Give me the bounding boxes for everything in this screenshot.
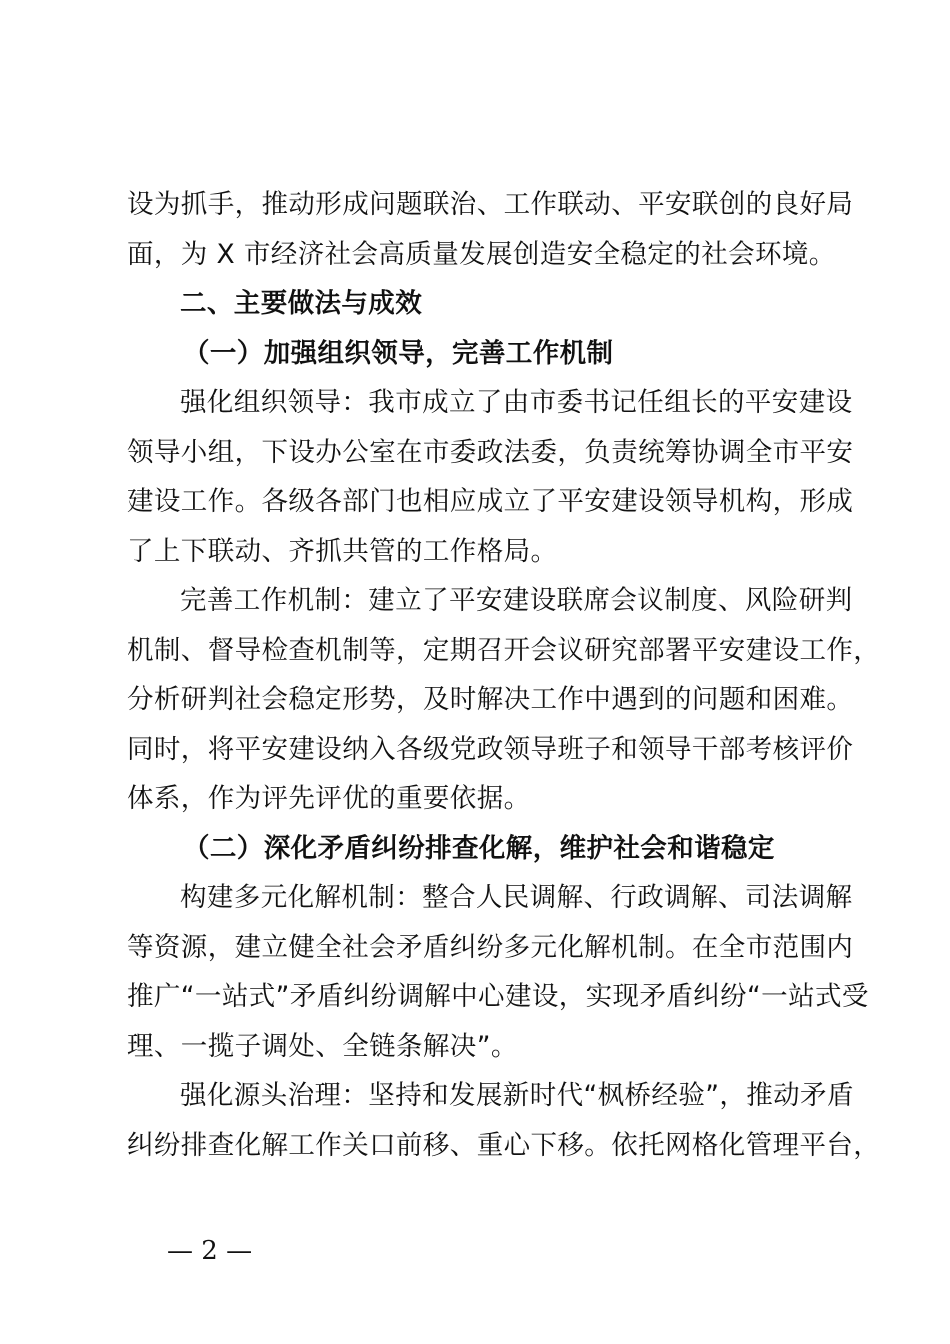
paragraph-line: 强化源头治理：坚持和发展新时代“枫桥经验”，推动矛盾 [180, 1080, 854, 1111]
document-body [127, 180, 881, 1170]
subsection-heading: （二）深化矛盾纠纷排查化解，维护社会和谐稳定 [183, 832, 775, 864]
paragraph-line: 理、一揽子调处、全链条解决”。 [127, 1030, 518, 1062]
paragraph-line: 体系，作为评先评优的重要依据。 [127, 783, 531, 814]
page-number: — 2 — [167, 1236, 253, 1266]
paragraph-line: 领导小组，下设办公室在市委政法委，负责统筹协调全市平安 [127, 436, 854, 468]
paragraph-line: 面，为 X 市经济社会高质量发展创造安全稳定的社会环境。 [127, 238, 836, 270]
subsection-heading: （一）加强组织领导，完善工作机制 [183, 337, 614, 369]
section-heading: 二、主要做法与成效 [180, 288, 423, 319]
paragraph-line: 同时，将平安建设纳入各级党政领导班子和领导干部考核评价 [127, 733, 854, 765]
paragraph-line: 机制、督导检查机制等，定期召开会议研究部署平安建设工作， [127, 634, 881, 666]
paragraph-line: 完善工作机制：建立了平安建设联席会议制度、风险研判 [180, 585, 853, 616]
paragraph-line: 设为抓手，推动形成问题联治、工作联动、平安联创的良好局 [127, 189, 854, 220]
paragraph-line: 强化组织领导：我市成立了由市委书记任组长的平安建设 [180, 387, 853, 418]
paragraph-line: 了上下联动、齐抓共管的工作格局。 [127, 535, 558, 567]
paragraph-line: 分析研判社会稳定形势，及时解决工作中遇到的问题和困难。 [127, 684, 854, 715]
paragraph-line: 等资源，建立健全社会矛盾纠纷多元化解机制。在全市范围内 [127, 931, 854, 963]
paragraph-line: 构建多元化解机制：整合人民调解、行政调解、司法调解 [180, 882, 853, 913]
paragraph-line: 推广“一站式”矛盾纠纷调解中心建设，实现矛盾纠纷“一站式受 [127, 981, 869, 1012]
paragraph-line: 纠纷排查化解工作关口前移、重心下移。依托网格化管理平台， [127, 1129, 881, 1161]
paragraph-line: 建设工作。各级各部门也相应成立了平安建设领导机构，形成 [127, 486, 854, 517]
